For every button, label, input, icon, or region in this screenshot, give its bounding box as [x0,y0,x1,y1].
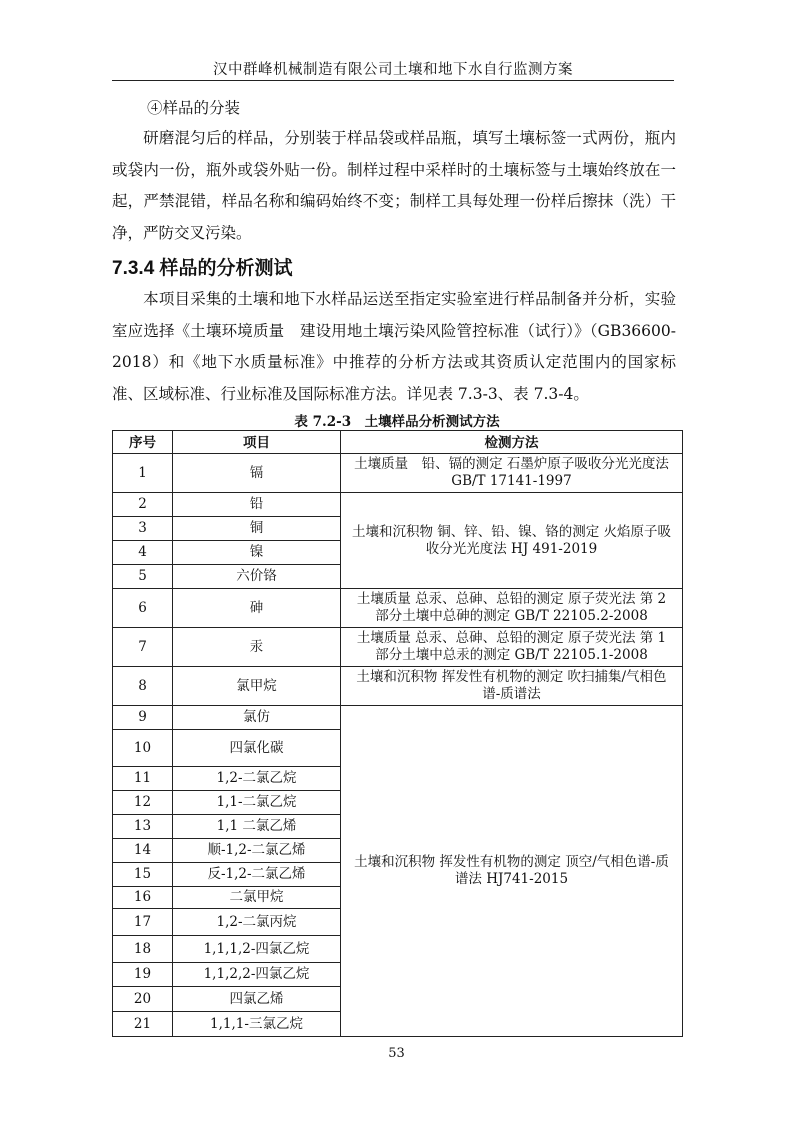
row-item: 反-1,2-二氯乙烯 [173,863,341,887]
row-item: 二氯甲烷 [173,887,341,909]
table-header-row [113,431,683,454]
table-row [113,589,683,628]
subsection-label: ④样品的分装 [147,99,241,117]
row-no: 5 [113,565,173,589]
row-no: 2 [113,493,173,517]
table-row [113,493,683,517]
row-no: 14 [113,839,173,863]
table-row [113,667,683,706]
row-no: 11 [113,767,173,791]
header-no: 序号 [113,431,173,454]
row-item: 1,2-二氯丙烷 [173,909,341,936]
row-item: 氯仿 [173,706,341,730]
row-item: 铅 [173,493,341,517]
paragraph-sample-packing [112,123,676,249]
row-no: 16 [113,887,173,909]
row-item: 顺-1,2-二氯乙烯 [173,839,341,863]
row-method: 土壤质量 总汞、总砷、总铅的测定 原子荧光法 第 2 部分土壤中总砷的测定 GB/T 22105.2-2008 [341,589,683,628]
row-item: 镉 [173,454,341,493]
header-rule [112,80,674,81]
row-no: 7 [113,628,173,667]
row-item: 1,2-二氯乙烷 [173,767,341,791]
row-item: 四氯乙烯 [173,987,341,1012]
table-caption: 表 7.2-3 土壤样品分析测试方法 [294,414,500,430]
row-item: 铜 [173,517,341,541]
row-no: 9 [113,706,173,730]
row-item: 镍 [173,541,341,565]
row-no: 21 [113,1012,173,1037]
row-item: 1,1 二氯乙烯 [173,815,341,839]
row-no: 3 [113,517,173,541]
row-item: 1,1,2,2-四氯乙烷 [173,963,341,987]
table-row [113,628,683,667]
row-item: 汞 [173,628,341,667]
header-method: 检测方法 [341,431,683,454]
row-item: 砷 [173,589,341,628]
row-item: 1,1,1-三氯乙烷 [173,1012,341,1037]
row-no: 17 [113,909,173,936]
row-item: 氯甲烷 [173,667,341,706]
row-item: 四氯化碳 [173,730,341,767]
row-no: 4 [113,541,173,565]
paragraph-sample-packing-text: 研磨混匀后的样品，分别装于样品袋或样品瓶，填写土壤标签一式两份，瓶内或袋内一份，瓶外或袋外贴一份。制样过程中采样时的土壤标签与土壤始终放在一起，严禁混错，样品名称和编码始终不变；制样工具每处理一份样后擦抹（洗）干净，严防交叉污染。 [112,129,676,242]
row-no: 19 [113,963,173,987]
row-method: 土壤质量 总汞、总砷、总铅的测定 原子荧光法 第 1 部分土壤中总汞的测定 GB/T 22105.1-2008 [341,628,683,667]
paragraph-analysis-text: 本项目采集的土壤和地下水样品运送至指定实验室进行样品制备并分析，实验室应选择《土壤环境质量 建设用地土壤污染风险管控标准（试行）》（GB36600-2018）和《地下水质量标准》中推荐的分析方法或其资质认定范围内的国家标准、区域标准、行业标准及国际标准方法。详见表 7.3-3、表 7.3-4。 [112,290,676,403]
row-method: 土壤和沉积物 挥发性有机物的测定 顶空/气相色谱-质谱法 HJ741-2015 [341,706,683,1037]
page-number: 53 [388,1046,405,1061]
row-item: 1,1,1,2-四氯乙烷 [173,936,341,963]
row-method: 土壤质量 铅、镉的测定 石墨炉原子吸收分光光度法 GB/T 17141-1997 [341,454,683,493]
row-no: 12 [113,791,173,815]
row-no: 20 [113,987,173,1012]
row-item: 六价铬 [173,565,341,589]
row-no: 8 [113,667,173,706]
row-no: 6 [113,589,173,628]
table-row [113,454,683,493]
soil-analysis-methods-table [112,430,683,1037]
row-no: 13 [113,815,173,839]
row-no: 10 [113,730,173,767]
row-method: 土壤和沉积物 挥发性有机物的测定 吹扫捕集/气相色谱-质谱法 [341,667,683,706]
row-no: 15 [113,863,173,887]
row-no: 1 [113,454,173,493]
page-header: 汉中群峰机械制造有限公司土壤和地下水自行监测方案 [213,62,573,78]
table-row [113,706,683,730]
paragraph-analysis [112,284,676,410]
header-item: 项目 [173,431,341,454]
row-item: 1,1-二氯乙烷 [173,791,341,815]
section-title: 7.3.4 样品的分析测试 [112,258,293,279]
row-method: 土壤和沉积物 铜、锌、铅、镍、铬的测定 火焰原子吸收分光光度法 HJ 491-2019 [341,493,683,589]
row-no: 18 [113,936,173,963]
